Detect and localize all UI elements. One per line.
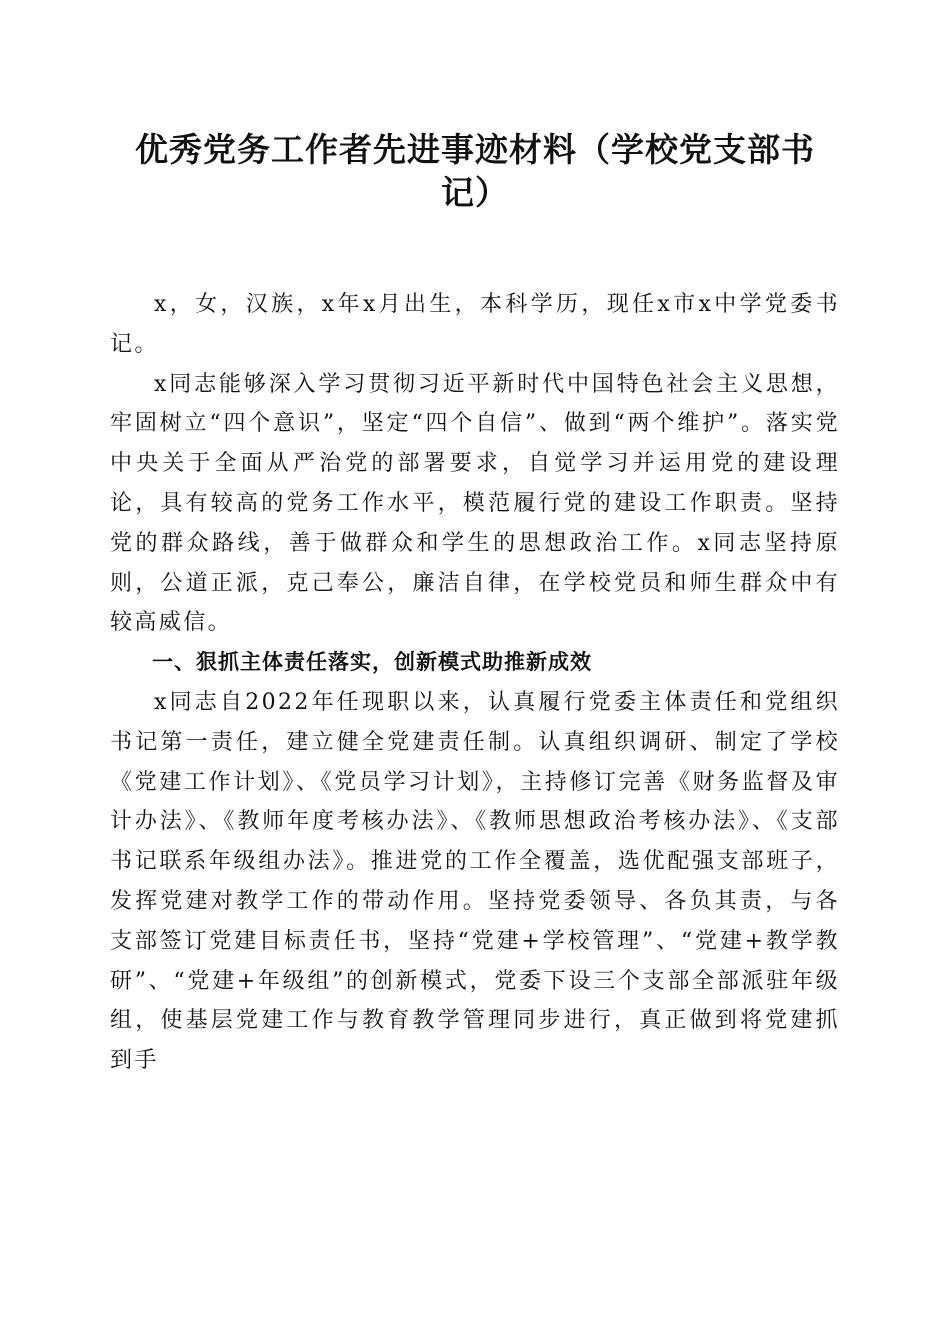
paragraph-section-1: x同志自2022年任现职以来，认真履行党委主体责任和党组织书记第一责任，建立健全党建责任制。认真组织调研、制定了学校《党建工作计划》、《党员学习计划》，主持修订完善《财务监督及审计办法》、《教师年度考核办法》、《教师思想政治考核办法》、《支部书记联系年级组办法》。推进党的工作全覆盖，选优配强支部班子，发挥党建对教学工作的带动作用。坚持党委领导、各负其责，与各支部签订党建目标责任书，坚持“党建+学校管理”、“党建+教学教研”、“党建+年级组”的创新模式，党委下设三个支部全部派驻年级组，使基层党建工作与教育教学管理同步进行，真正做到将党建抓到手 (110, 689, 840, 1074)
section-heading-1: 一、狠抓主体责任落实，创新模式助推新成效 (152, 650, 592, 675)
document-body (110, 285, 840, 1081)
document-page (110, 128, 840, 1081)
document-title: 优秀党务工作者先进事迹材料（学校党支部书记） (135, 130, 815, 212)
paragraph-intro: x，女，汉族，x年x月出生，本科学历，现任x市x中学党委书记。 (110, 292, 840, 357)
paragraph-profile: x同志能够深入学习贯彻习近平新时代中国特色社会主义思想，牢固树立“四个意识”，坚定“四个自信”、做到“两个维护”。落实党中央关于全面从严治党的部署要求，自觉学习并运用党的建设理论，具有较高的党务工作水平，模范履行党的建设工作职责。坚持党的群众路线，善于做群众和学生的思想政治工作。x同志坚持原则，公道正派，克己奉公，廉洁自律，在学校党员和师生群众中有较高威信。 (110, 371, 840, 636)
